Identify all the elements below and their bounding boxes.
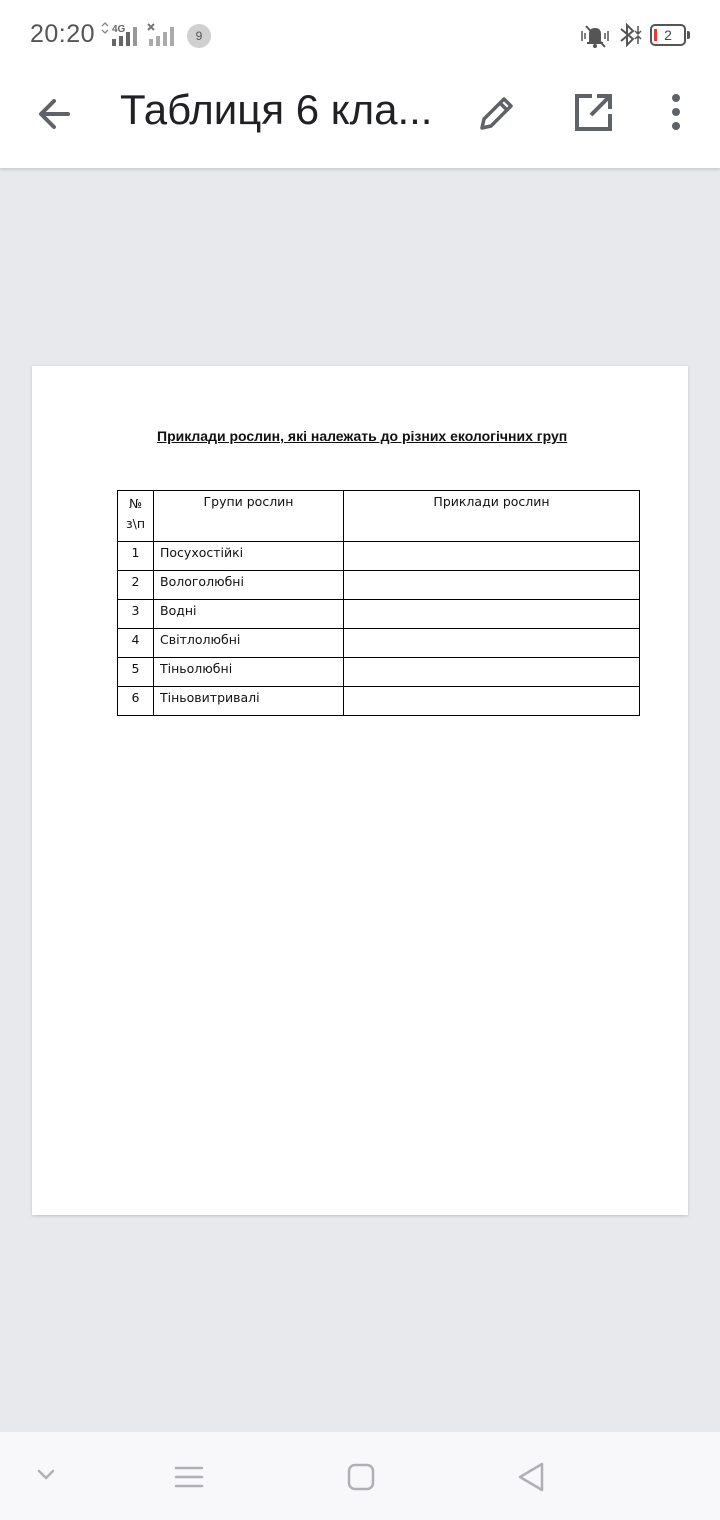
vibrate-bell-off-icon (578, 22, 612, 50)
table-row (118, 600, 640, 629)
recent-apps-menu-icon[interactable] (174, 1462, 204, 1492)
arrow-back-icon[interactable] (34, 92, 78, 136)
row-group: Посухостійкі (154, 542, 344, 571)
network-type-label: 4G (112, 24, 126, 35)
signal-4g-icon (100, 22, 142, 48)
document-title: Таблиця 6 кла... (120, 86, 433, 133)
row-group: Водні (154, 600, 344, 629)
row-number: 6 (118, 687, 154, 716)
open-external-icon[interactable] (570, 90, 616, 136)
row-number: 1 (118, 542, 154, 571)
header-group: Групи рослин (154, 491, 344, 542)
more-vert-icon[interactable] (660, 90, 692, 136)
row-number: 4 (118, 629, 154, 658)
back-triangle-icon[interactable] (516, 1461, 546, 1493)
battery-indicator: 2 (650, 24, 686, 46)
header-number-line1: № (128, 496, 142, 511)
table-row (118, 687, 640, 716)
document-heading: Приклади рослин, які належать до різних екологічних груп (157, 428, 568, 444)
header-number-line2: з\п (125, 516, 146, 531)
row-group: Тіньолюбні (154, 658, 344, 687)
chevron-down-icon[interactable] (34, 1464, 58, 1484)
home-button-icon[interactable] (346, 1462, 376, 1492)
row-examples (344, 687, 640, 716)
row-group: Тіньовитривалі (154, 687, 344, 716)
table-row (118, 571, 640, 600)
row-number: 5 (118, 658, 154, 687)
row-examples (344, 600, 640, 629)
system-nav-bar (0, 1432, 720, 1520)
table-row (118, 542, 640, 571)
plants-table (117, 490, 640, 716)
row-group: Світлолюбні (154, 629, 344, 658)
header-number (118, 491, 154, 542)
table-header-row (118, 491, 640, 542)
status-time: 20:20 (30, 20, 96, 48)
document-page[interactable] (32, 366, 688, 1215)
table-row (118, 658, 640, 687)
app-bar (0, 72, 720, 168)
row-number: 3 (118, 600, 154, 629)
table-row (118, 629, 640, 658)
row-examples (344, 571, 640, 600)
header-examples: Приклади рослин (344, 491, 640, 542)
signal-no-sim-icon (146, 22, 180, 48)
row-group: Вологолюбні (154, 571, 344, 600)
bluetooth-icon (616, 20, 646, 50)
row-examples (344, 629, 640, 658)
row-number: 2 (118, 571, 154, 600)
status-bar (0, 0, 720, 72)
row-examples (344, 658, 640, 687)
row-examples (344, 542, 640, 571)
pencil-icon[interactable] (474, 90, 520, 136)
notification-count-badge: 9 (187, 24, 211, 48)
